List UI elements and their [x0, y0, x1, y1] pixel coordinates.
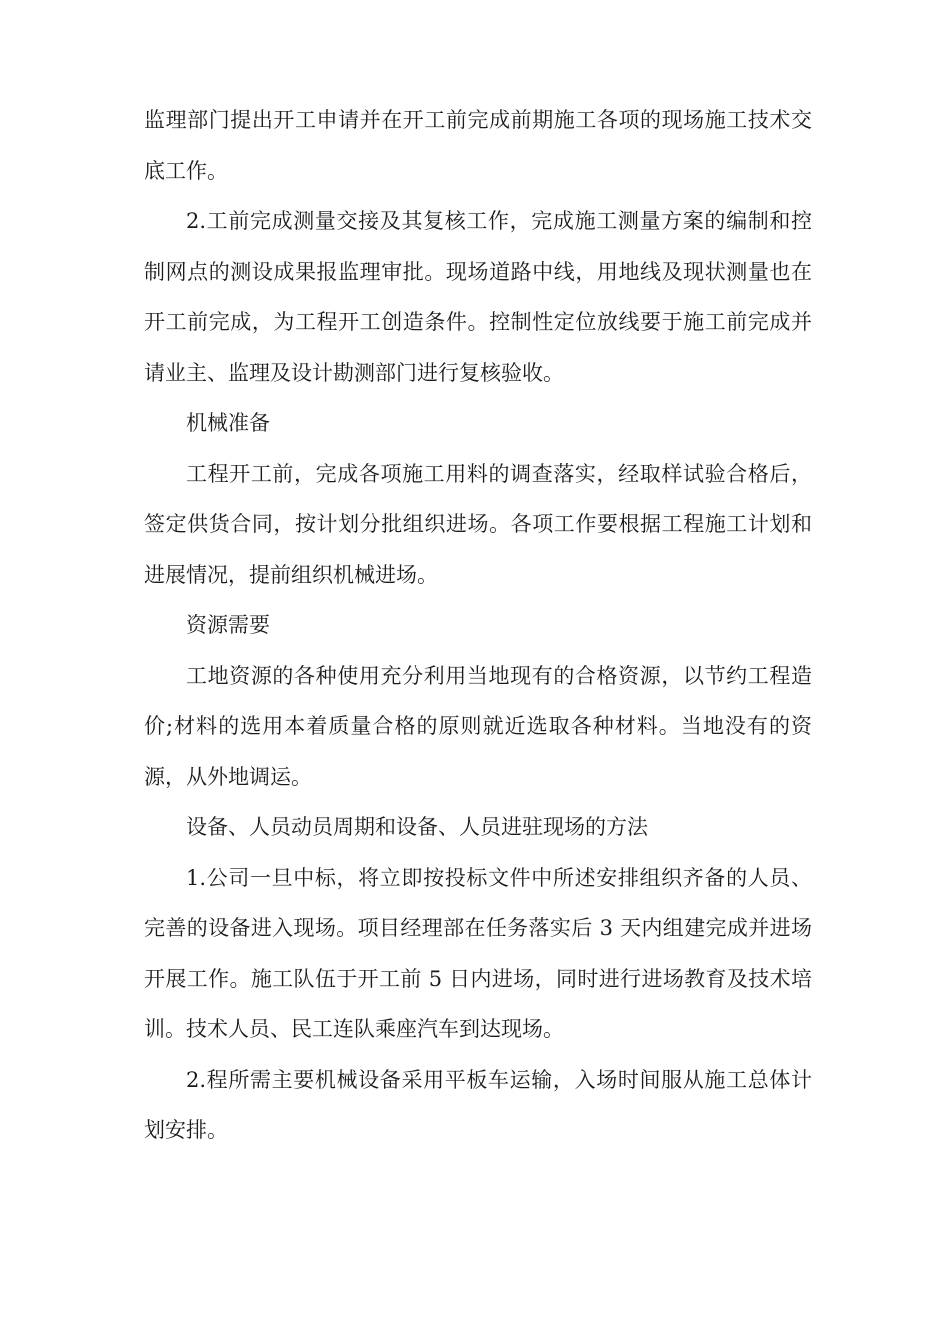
paragraph-mobilization-1: 1.公司一旦中标，将立即按投标文件中所述安排组织齐备的人员、完善的设备进入现场。项目经理部在任务落实后 3 天内组建完成并进场开展工作。施工队伍于开工前 5 日内进场，同时进行进场教育及技术培训。技术人员、民工连队乘座汽车到达现场。	[144, 865, 812, 1041]
paragraph-continuation: 监理部门提出开工申请并在开工前完成前期施工各项的现场施工技术交底工作。	[144, 108, 812, 183]
section-heading-resources: 资源需要	[186, 613, 270, 637]
section-heading-machinery: 机械准备	[186, 411, 270, 435]
paragraph-mobilization-2: 2.程所需主要机械设备采用平板车运输，入场时间服从施工总体计划安排。	[144, 1067, 812, 1142]
paragraph-resources: 工地资源的各种使用充分利用当地现有的合格资源，以节约工程造价;材料的选用本着质量合格的原则就近选取各种材料。当地没有的资源，从外地调运。	[144, 663, 812, 789]
paragraph-machinery: 工程开工前，完成各项施工用料的调查落实，经取样试验合格后，签定供货合同，按计划分批组织进场。各项工作要根据工程施工计划和进展情况，提前组织机械进场。	[144, 461, 812, 587]
document-body	[144, 95, 812, 1156]
paragraph-survey-handover: 2.工前完成测量交接及其复核工作，完成施工测量方案的编制和控制网点的测设成果报监理审批。现场道路中线，用地线及现状测量也在开工前完成，为工程开工创造条件。控制性定位放线要于施工前完成并请业主、监理及设计勘测部门进行复核验收。	[144, 209, 812, 385]
section-heading-mobilization: 设备、人员动员周期和设备、人员进驻现场的方法	[186, 815, 648, 839]
